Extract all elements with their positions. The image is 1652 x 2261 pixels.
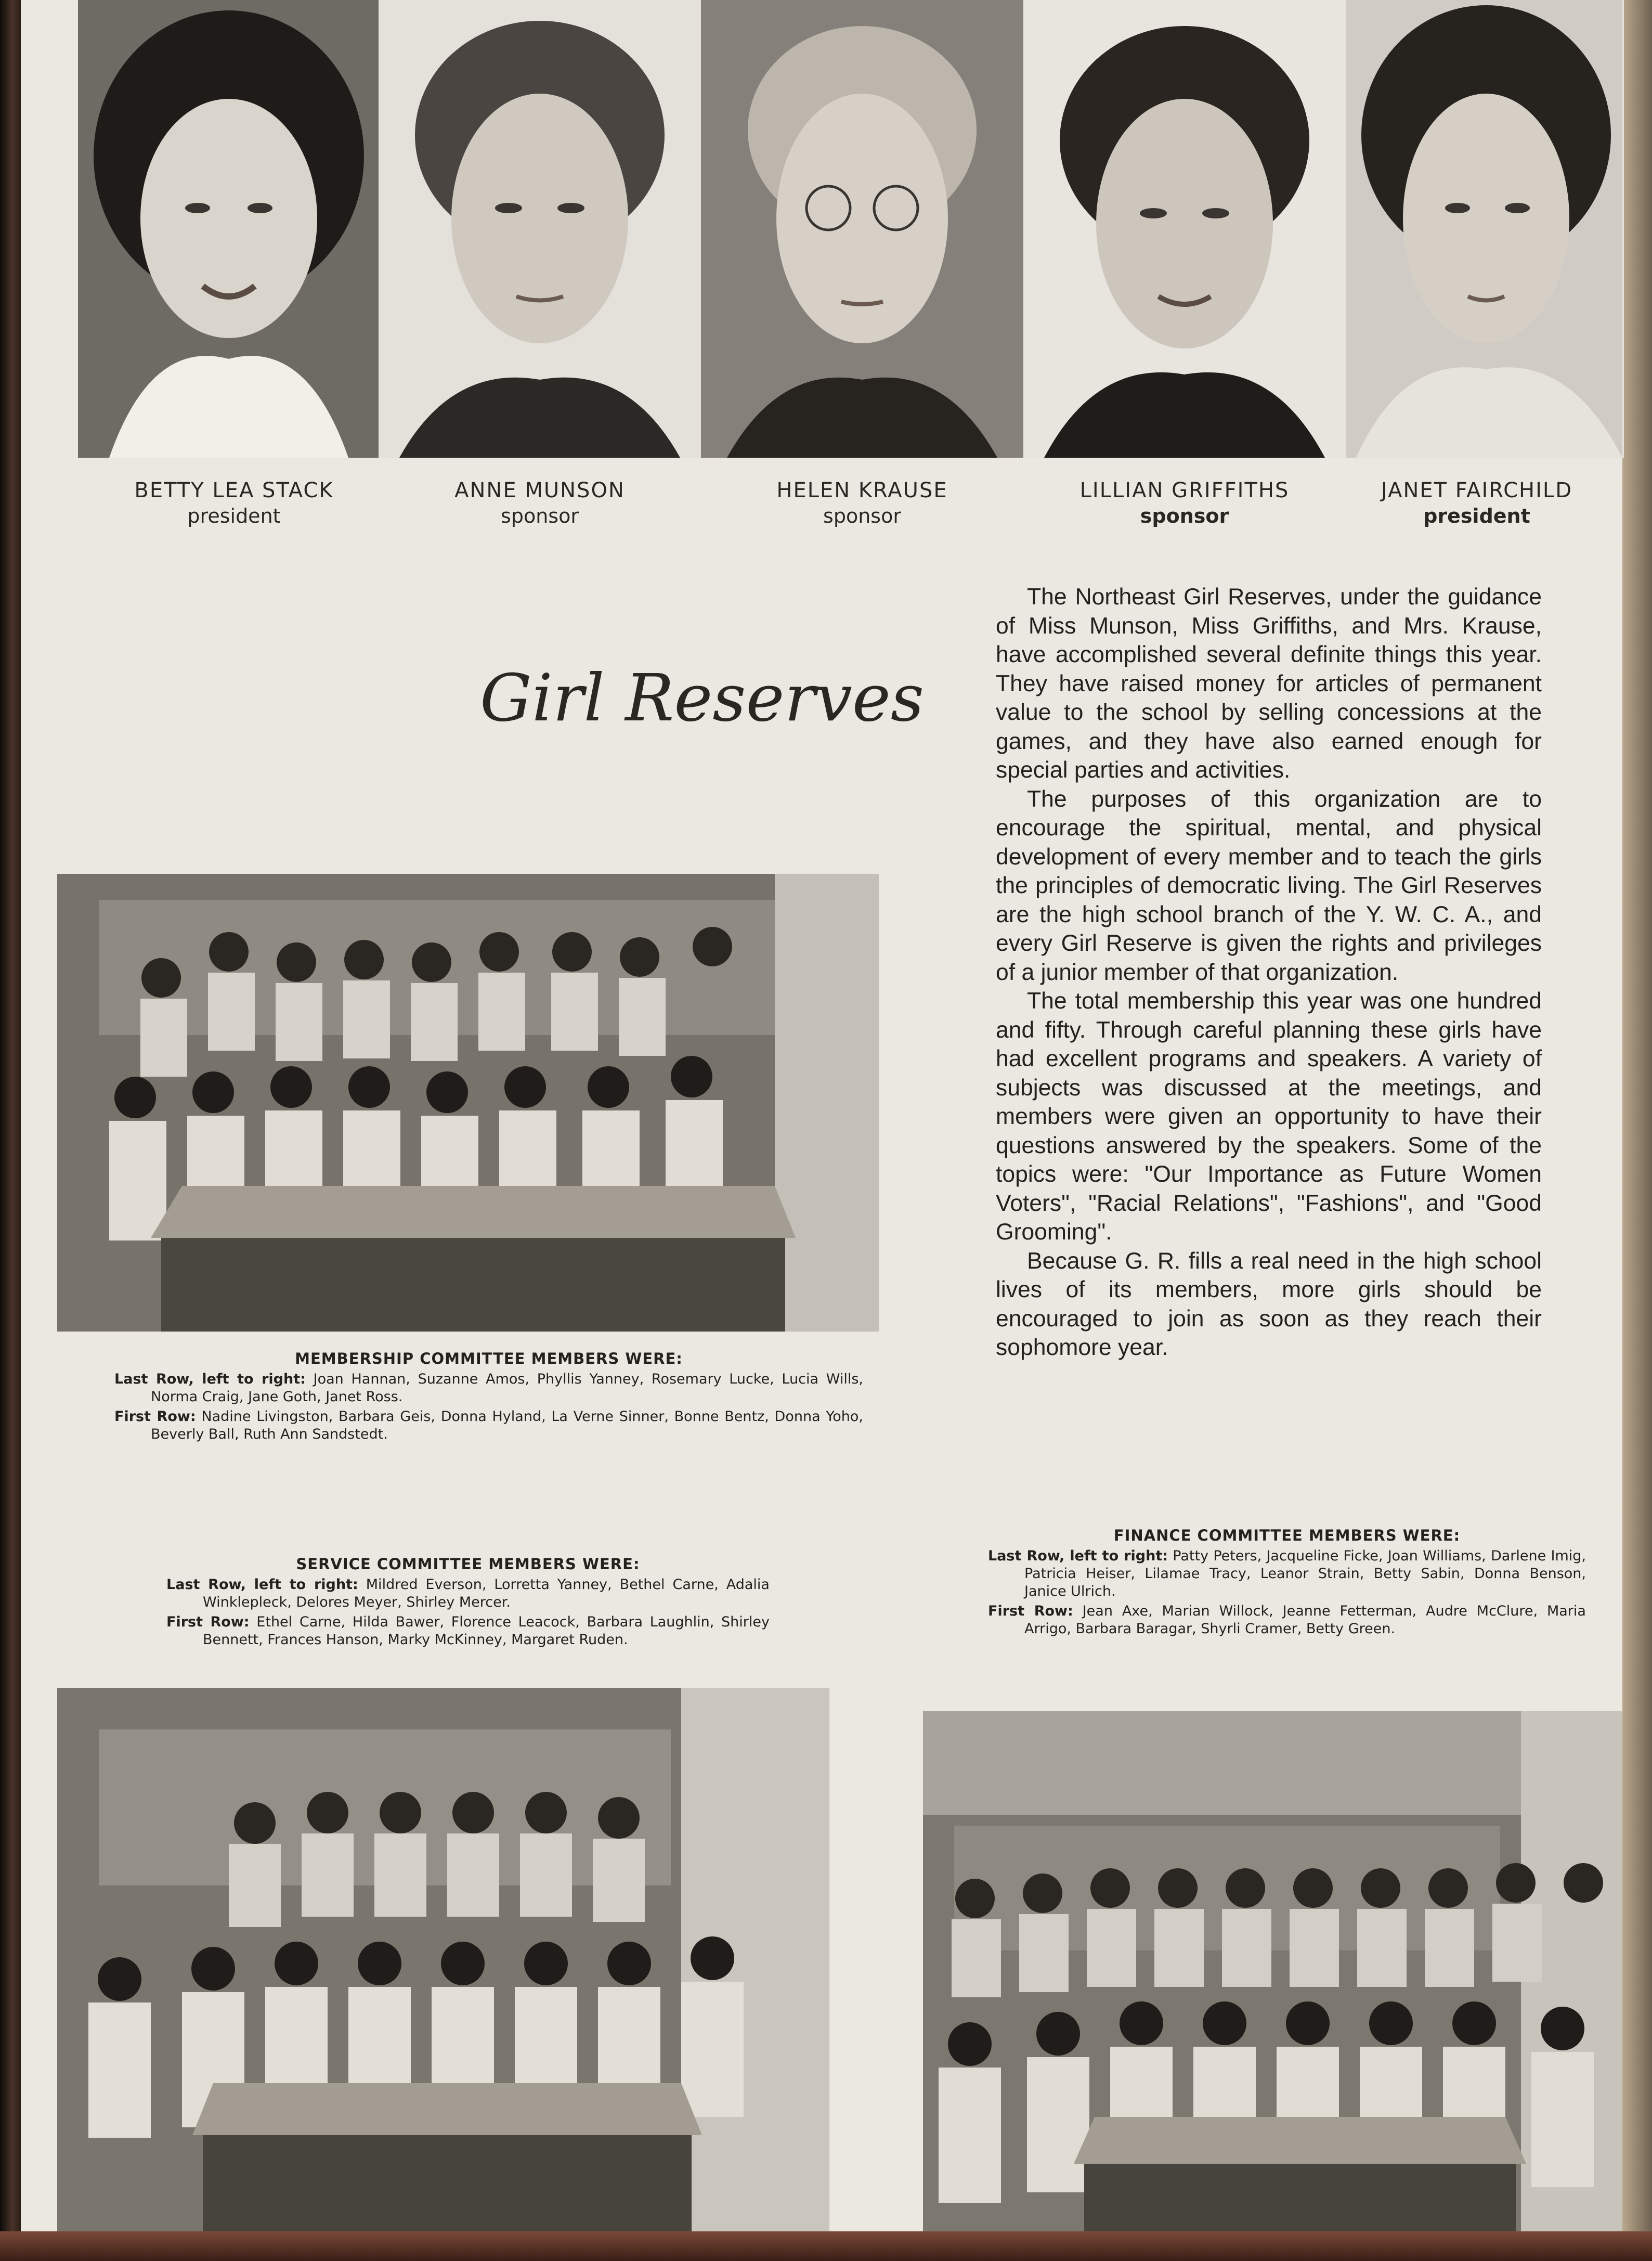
caption-row — [988, 1547, 1586, 1600]
officer-name: LILLIAN GRIFFITHS — [1079, 479, 1290, 502]
caption-heading: MEMBERSHIP COMMITTEE MEMBERS WERE: — [295, 1350, 683, 1367]
officer-name: BETTY LEA STACK — [134, 479, 334, 502]
membership-committee-photo — [57, 874, 879, 1332]
caption-row — [988, 1603, 1586, 1638]
paragraph: Because G. R. fills a real need in the high school lives of its members, more girls should be encouraged to join as soon as they reach their sophomore year. — [996, 1248, 1542, 1360]
article-body — [996, 583, 1542, 1362]
book-spine — [0, 0, 21, 2261]
caption-row — [166, 1576, 770, 1611]
row-label: First Row: — [114, 1409, 196, 1425]
paragraph: The total membership this year was one hundred and fifty. Through careful planning these girls have had excellent programs and speakers. A variety of subjects was discussed at the meetings, and members were given an opportunity to have their questions answered by the speakers. Some of the topics were: "Our Importance as Future Women Voters", "Racial Relations", "Fashions", and "Good Grooming". — [996, 988, 1542, 1245]
page-title: Girl Reserves — [479, 661, 924, 736]
row-names: Jean Axe, Marian Willock, Jeanne Fetterman, Audre McClure, Maria Arrigo, Barbara Baragar, Shyrli Cramer, Betty Green. — [1024, 1603, 1586, 1637]
caption-heading: FINANCE COMMITTEE MEMBERS WERE: — [1113, 1527, 1461, 1544]
row-label: First Row: — [166, 1614, 250, 1630]
membership-caption — [114, 1350, 863, 1445]
officer-role: sponsor — [1140, 505, 1229, 527]
officer-name: JANET FAIRCHILD — [1381, 479, 1572, 502]
row-names: Nadine Livingston, Barbara Geis, Donna Hyland, La Verne Sinner, Bonne Bentz, Donna Yoho, Beverly Ball, Ruth Ann Sandstedt. — [151, 1409, 863, 1442]
portrait-photo — [78, 0, 380, 458]
officer-name: HELEN KRAUSE — [776, 479, 948, 502]
row-label: Last Row, left to right: — [988, 1548, 1168, 1564]
page-bottom-edge — [0, 2231, 1652, 2261]
paragraph: The purposes of this organization are to encourage the spiritual, mental, and physical development of every member and to teach the girls the principles of democratic living. The Girl Reserves are the high school branch of the Y. W. C. A., and every Girl Reserve is given the rights and privileges of a junior member of that organization. — [996, 786, 1542, 985]
portrait-photo — [1023, 0, 1347, 458]
officer-role: sponsor — [823, 505, 901, 527]
caption-row — [114, 1371, 863, 1406]
officer-role: president — [1423, 505, 1530, 527]
row-names: Mildred Everson, Lorretta Yanney, Bethel Carne, Adalia Winklepleck, Delores Meyer, Shirley Mercer. — [203, 1577, 770, 1610]
portrait-photo — [701, 0, 1025, 458]
row-names: Joan Hannan, Suzanne Amos, Phyllis Yanney, Rosemary Lucke, Lucia Wills, Norma Craig, Jane Goth, Janet Ross. — [151, 1371, 863, 1405]
officer-name: ANNE MUNSON — [454, 479, 625, 502]
caption-row — [166, 1613, 770, 1649]
finance-caption — [988, 1527, 1586, 1640]
row-names: Ethel Carne, Hilda Bawer, Florence Leacock, Barbara Laughlin, Shirley Bennett, Frances Hanson, Marky McKinney, Margaret Ruden. — [203, 1614, 770, 1648]
service-caption — [166, 1555, 770, 1651]
service-committee-photo — [57, 1688, 829, 2231]
page-edge — [1622, 0, 1652, 2261]
caption-heading: SERVICE COMMITTEE MEMBERS WERE: — [296, 1555, 640, 1573]
portrait-photo — [1346, 0, 1624, 458]
row-label: Last Row, left to right: — [166, 1577, 358, 1593]
yearbook-page — [21, 0, 1622, 2261]
row-label: Last Row, left to right: — [114, 1371, 306, 1387]
officer-role: sponsor — [501, 505, 579, 527]
row-names: Patty Peters, Jacqueline Ficke, Joan Williams, Darlene Imig, Patricia Heiser, Lilamae Tracy, Leanor Strain, Betty Sabin, Donna Benson, Janice Ulrich. — [1024, 1548, 1586, 1599]
portrait-photo — [379, 0, 703, 458]
paragraph: The Northeast Girl Reserves, under the guidance of Miss Munson, Miss Griffiths, and Mrs. Krause, have accomplished several definite things this year. They have raised money for articles of permanent value to the school by selling concessions at the games, and they have also earned enough for special parties and activities. — [996, 584, 1542, 783]
row-label: First Row: — [988, 1603, 1073, 1619]
officer-role: president — [187, 505, 281, 527]
caption-row — [114, 1408, 863, 1443]
finance-committee-photo — [923, 1711, 1622, 2231]
